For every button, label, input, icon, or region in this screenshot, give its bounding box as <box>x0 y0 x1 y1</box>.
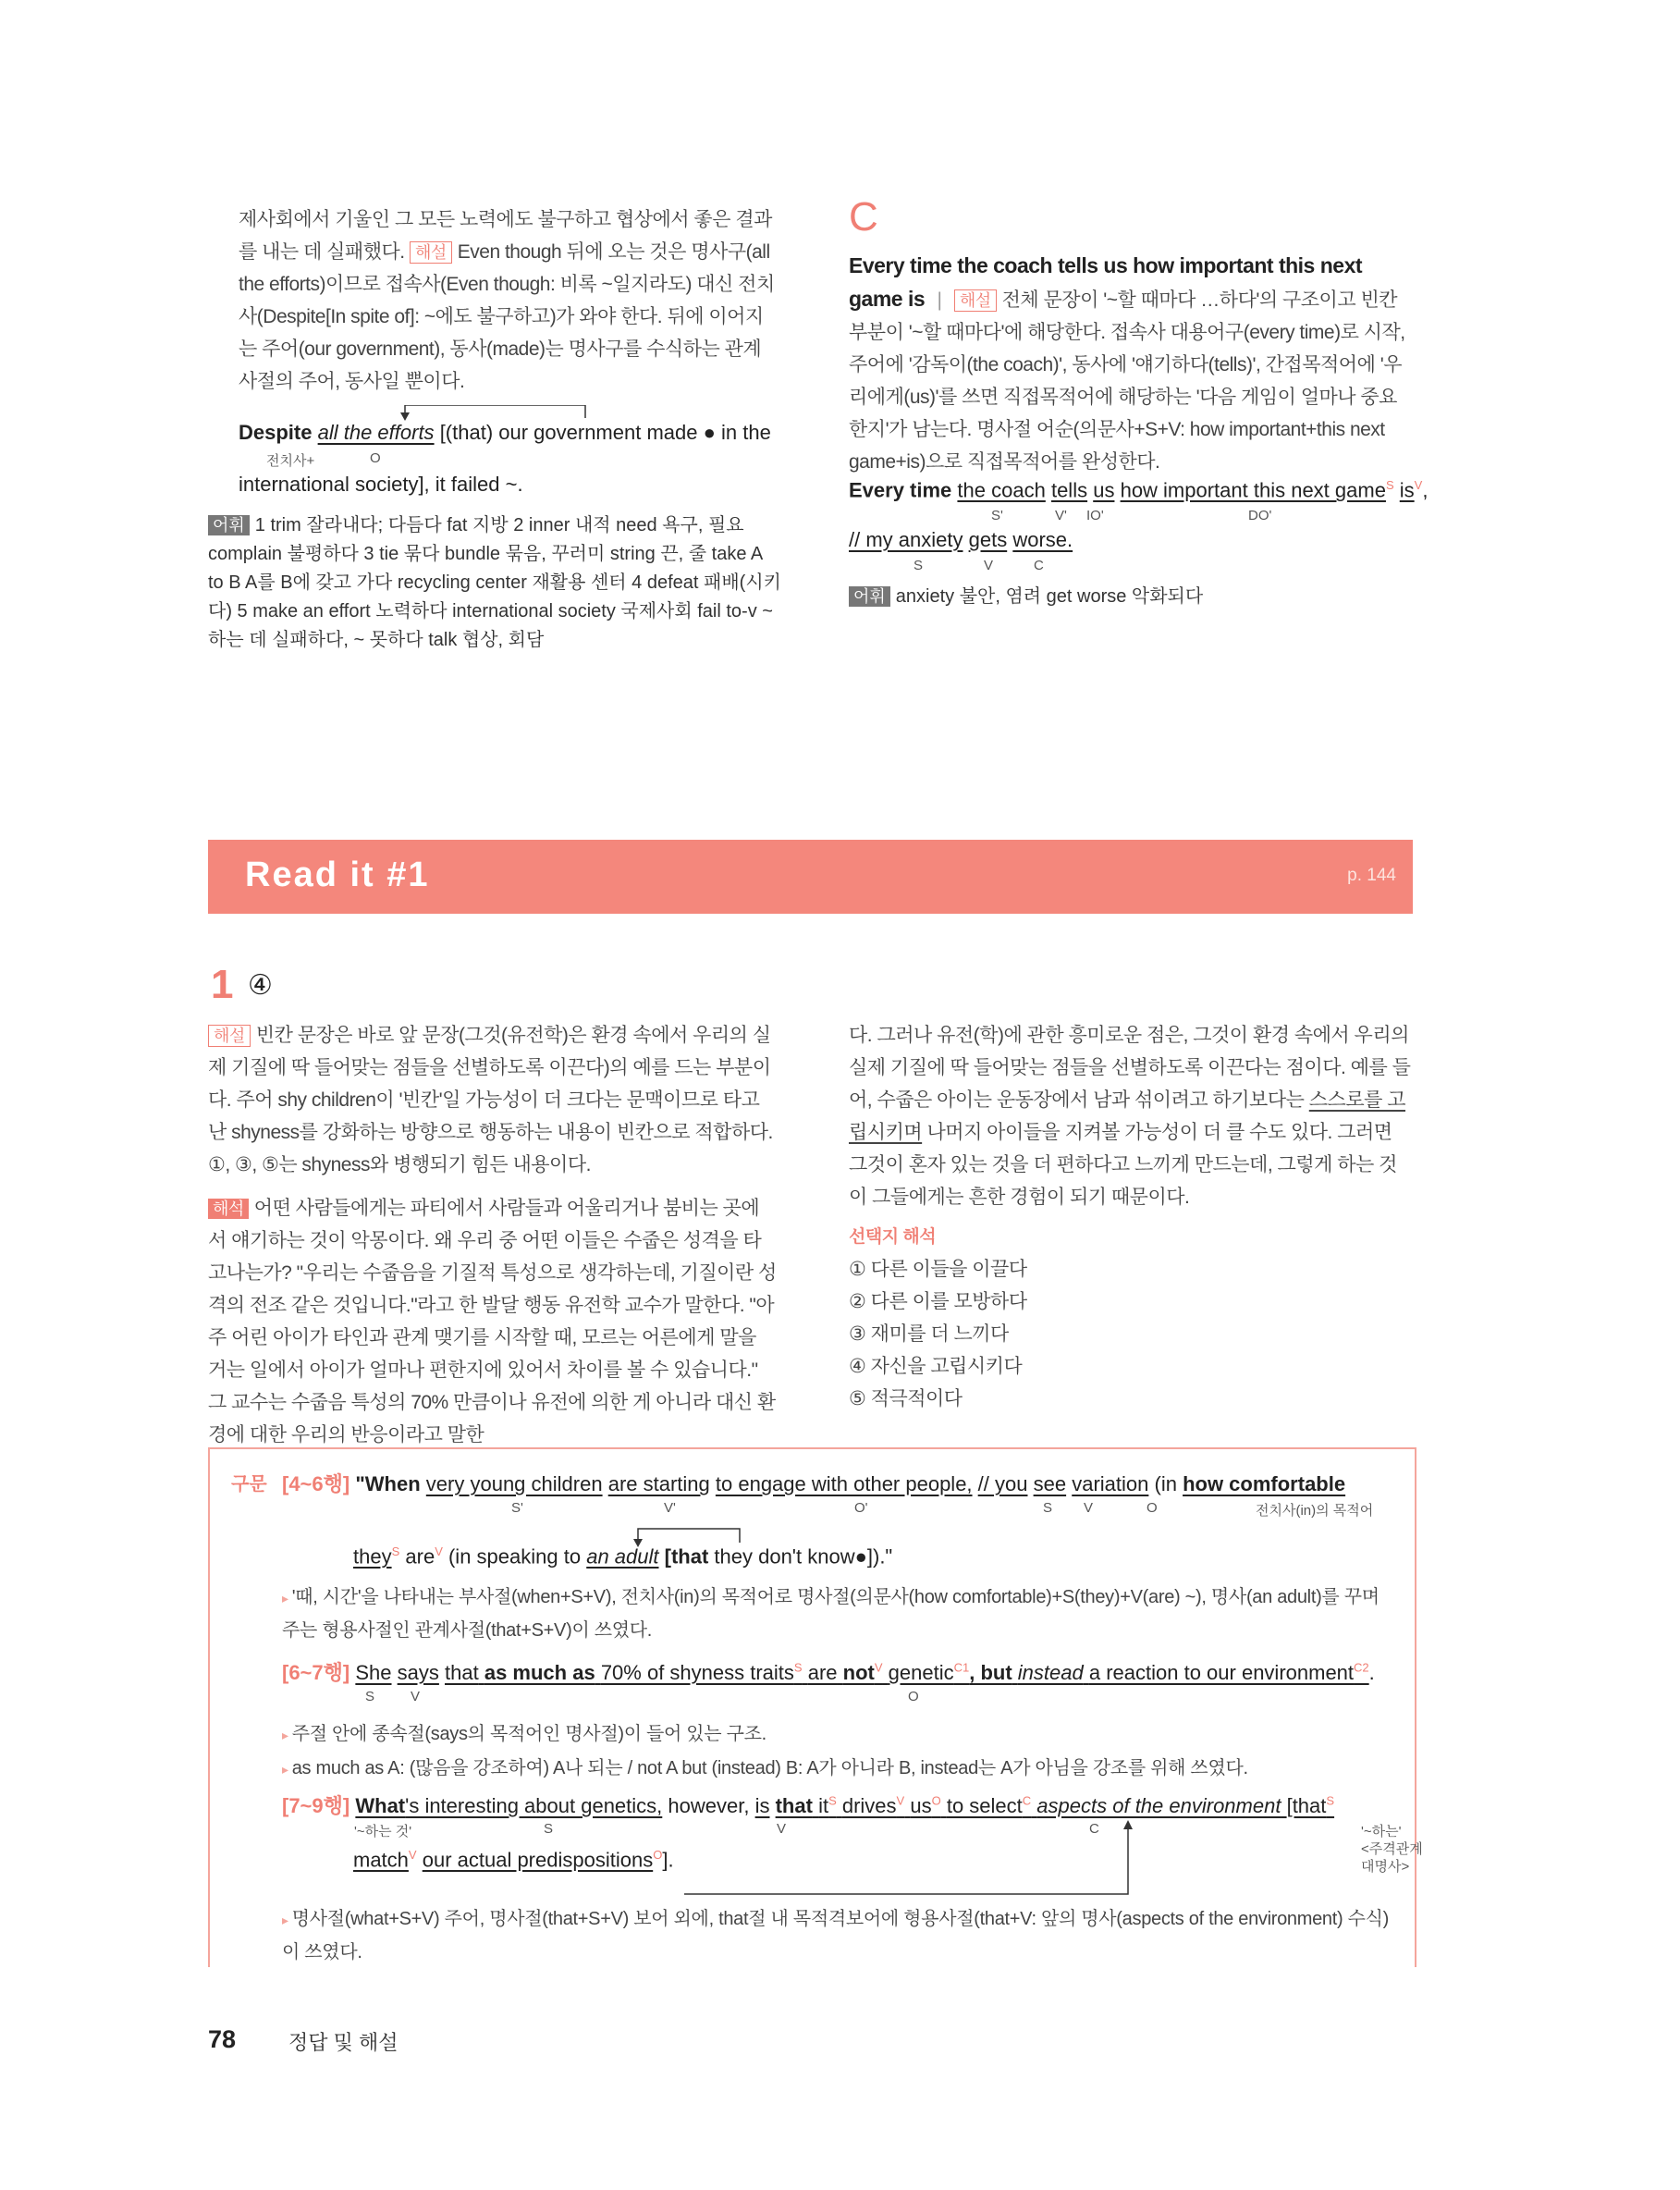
footer-section: 정답 및 해설 <box>288 2031 399 2054</box>
bullet-triangle-icon: ▸ <box>282 1728 288 1742</box>
syntax-line-4: [7~9행] What's interesting about genetics, however, is that $it^S$ drives$^V$ $us^O$ to select$^C$ aspects of the environment [that$^S$ <box>282 1793 1335 1817</box>
banner-title: Read it #1 <box>245 855 430 894</box>
syntax-line-2: they$^S$ are$^V$ (in speaking to an adult [that they don't know●])." <box>353 1544 893 1569</box>
question-number: 1 <box>211 962 234 1007</box>
bullet-triangle-icon: ▸ <box>282 1591 288 1606</box>
syntax-note-2: ▸ 주절 안에 종속절(says의 목적어인 명사절)이 들어 있는 구조. <box>282 1724 766 1744</box>
answer-text: Every time the coach tells us how important this next game is <box>849 253 1363 311</box>
q1-right-column: 다. 그러나 유전(학)에 관한 흥미로운 점은, 그것이 환경 속에서 우리의 실제 기질에 딱 들어맞는 점들을 선별하도록 이끈다는 점이다. 예를 들어, 수줍은 아이는 운동장에서 남과 섞이려고 하기보다는 스스로를 고립시키며 나머지 아이들을 지켜볼 가능성이 더 클 수도 있다. 그러면 그것이 혼자 있는 것을 더 편하다고 느끼게 만드는데, 그렇게 하는 것이 그들에게는 흔한 경험이 되기 때문이다. 선택지 해석 ① 다른 이들을 이끌다 ② 다른 이를 모방하다 ③ 재미를 더 느끼다 ④ 자신을 고립시키다 ⑤ 적극적이다 <box>849 1019 1415 1415</box>
syntax-line-3: [6~7행] She says that as much as 70% of shyness traits$^S$ are not$^V$ genetic$^{C1}$, but instead a reaction to our environment$^{C2}$. <box>282 1660 1375 1684</box>
choice-item: ② 다른 이를 모방하다 <box>849 1291 1027 1312</box>
syntax-note-1: ▸ '때, 시간'을 나타내는 부사절(when+S+V), 전치사(in)의 목적어로 명사절(의문사(how comfortable)+S(they)+V(are) ~), 명사(an adult)를 꾸며 주는 형용사절인 관계사절(that+S+V)이 쓰였다. <box>282 1587 1380 1641</box>
bullet-triangle-icon: ▸ <box>282 1913 288 1927</box>
every-time-sentence: Every time the coach tells us how important this next game$^S$ $is^V$, S' V' IO' DO' // my anxiety gets worse. S V C <box>849 478 1429 573</box>
choice-item: ④ 자신을 고립시키다 <box>849 1356 1023 1377</box>
choice-item: ⑤ 적극적이다 <box>849 1388 963 1409</box>
choice-item: ③ 재미를 더 느끼다 <box>849 1323 1009 1345</box>
top-right-column: Every time the coach tells us how important this next game is | 해설 전체 문장이 '~할 때마다 …하다'의 구조이고 빈칸 부분이 '~할 때마다'에 해당한다. 접속사 대용어구(every time)로 시작, 주어에 '감독이(the coach)', 동사에 '얘기하다(tells)', 간접목적어에 '우리에게(us)'를 쓰면 직접목적어에 해당하는 '다음 게임이 얼마나 중요한지'가 남는다. 명사절 어순(의문사+S+V: how important+this next game+is)으로 직접목적어를 완성한다. <box>849 253 1405 473</box>
syntax-note-4: ▸ 명사절(what+S+V) 주어, 명사절(that+S+V) 보어 외에, that절 내 목적격보어에 형용사절(that+V: 앞의 명사(aspects of the environment) 수식)이 쓰였다. <box>282 1909 1390 1962</box>
bullet-triangle-icon: ▸ <box>282 1762 288 1777</box>
haeseol-tag: 해설 <box>410 241 452 264</box>
despite-object: all the efforts <box>317 421 435 444</box>
banner-page-ref: p. 144 <box>1347 866 1396 885</box>
top-right-vocab: 어휘 anxiety 불안, 염려 get worse 악화되다 <box>849 583 1415 611</box>
top-left-explanation: 제사회에서 기울인 그 모든 노력에도 불구하고 협상에서 좋은 결과를 내는 데 실패했다. 해설 Even though 뒤에 오는 것은 명사구(all the efforts)이므로 접속사(Even though: 비록 ~일지라도) 대신 전치사(Despite[In spite of]: ~에도 불구하고)가 와야 한다. 뒤에 이어지는 주어(our government), 동사(made)는 명사구를 수식하는 관계사절의 주어, 동사일 뿐이다. <box>239 209 775 392</box>
page-number: 78 <box>208 2025 237 2053</box>
read-it-banner <box>208 840 1413 914</box>
top-left-column <box>239 203 779 398</box>
syntax-note-3: ▸ as much as A: (많음을 강조하여) A나 되는 / not A but (instead) B: A가 아니라 B, instead는 A가 아님을 강조를 위해 쓰였다. <box>282 1758 1248 1778</box>
top-left-vocab: 어휘 1 trim 잘라내다; 다듬다 fat 지방 2 inner 내적 need 욕구, 필요 complain 불평하다 3 tie 묶다 bundle 묶음, 꾸러미 string 끈, 줄 take A to B A를 B에 갖고 가다 recycling center 재활용 센터 4 defeat 패배(시키다) 5 make an effort 노력하다 international society 국제사회 fail to-v ~하는 데 실패하다, ~ 못하다 talk 협상, 회담 <box>208 515 781 650</box>
choices-title: 선택지 해석 <box>849 1227 937 1247</box>
vocab-tag: 어휘 <box>208 515 250 535</box>
syntax-line-1: [4~6행] "When very young children are starting to engage with other people, // you see variation (in how comfortable <box>282 1472 1346 1495</box>
answer-letter: C <box>849 194 878 240</box>
despite-sentence: Despite all the efforts [(that) our government made ● in the 전치사+ O international society], it failed ~. <box>239 421 784 504</box>
question-answer: ④ <box>248 970 273 1001</box>
choice-item: ① 다른 이들을 이끌다 <box>849 1259 1027 1280</box>
q1-left-column: 해설 빈칸 문장은 바로 앞 문장(그것(유전학)은 환경 속에서 우리의 실제 기질에 딱 들어맞는 점들을 선별하도록 이끈다)의 예를 드는 부분이다. 주어 shy children이 '빈칸'일 가능성이 더 크다는 문맥이므로 타고난 shyness를 강화하는 방향으로 행동하는 내용이 빈칸으로 적합하다. ①, ③, ⑤는 shyness와 병행되기 힘든 내용이다. 해석 어떤 사람들에게는 파티에서 사람들과 어울리거나 붐비는 곳에서 얘기하는 것이 악몽이다. 왜 우리 중 어떤 이들은 수줍은 성격을 타고나는가? "우리는 수줍음을 기질적 특성으로 생각하는데, 기질이란 성격의 전조 같은 것입니다."라고 한 발달 행동 유전학 교수가 말한다. "아주 어린 아이가 타인과 관계 맺기를 시작할 때, 모르는 어른에게 말을 거는 일에서 아이가 얼마나 편한지에 있어서 차이를 볼 수 있습니다." 그 교수는 수줍음 특성의 70% 만큼이나 유전에 의한 게 아니라 대신 환경에 대한 우리의 반응이라고 말한 <box>208 1025 777 1446</box>
relative-arrow-3 <box>666 1818 1147 1911</box>
syntax-label: 구문 <box>231 1474 267 1495</box>
syntax-line-5: match$^V$ our actual predispositions$^O$]. <box>353 1848 674 1872</box>
